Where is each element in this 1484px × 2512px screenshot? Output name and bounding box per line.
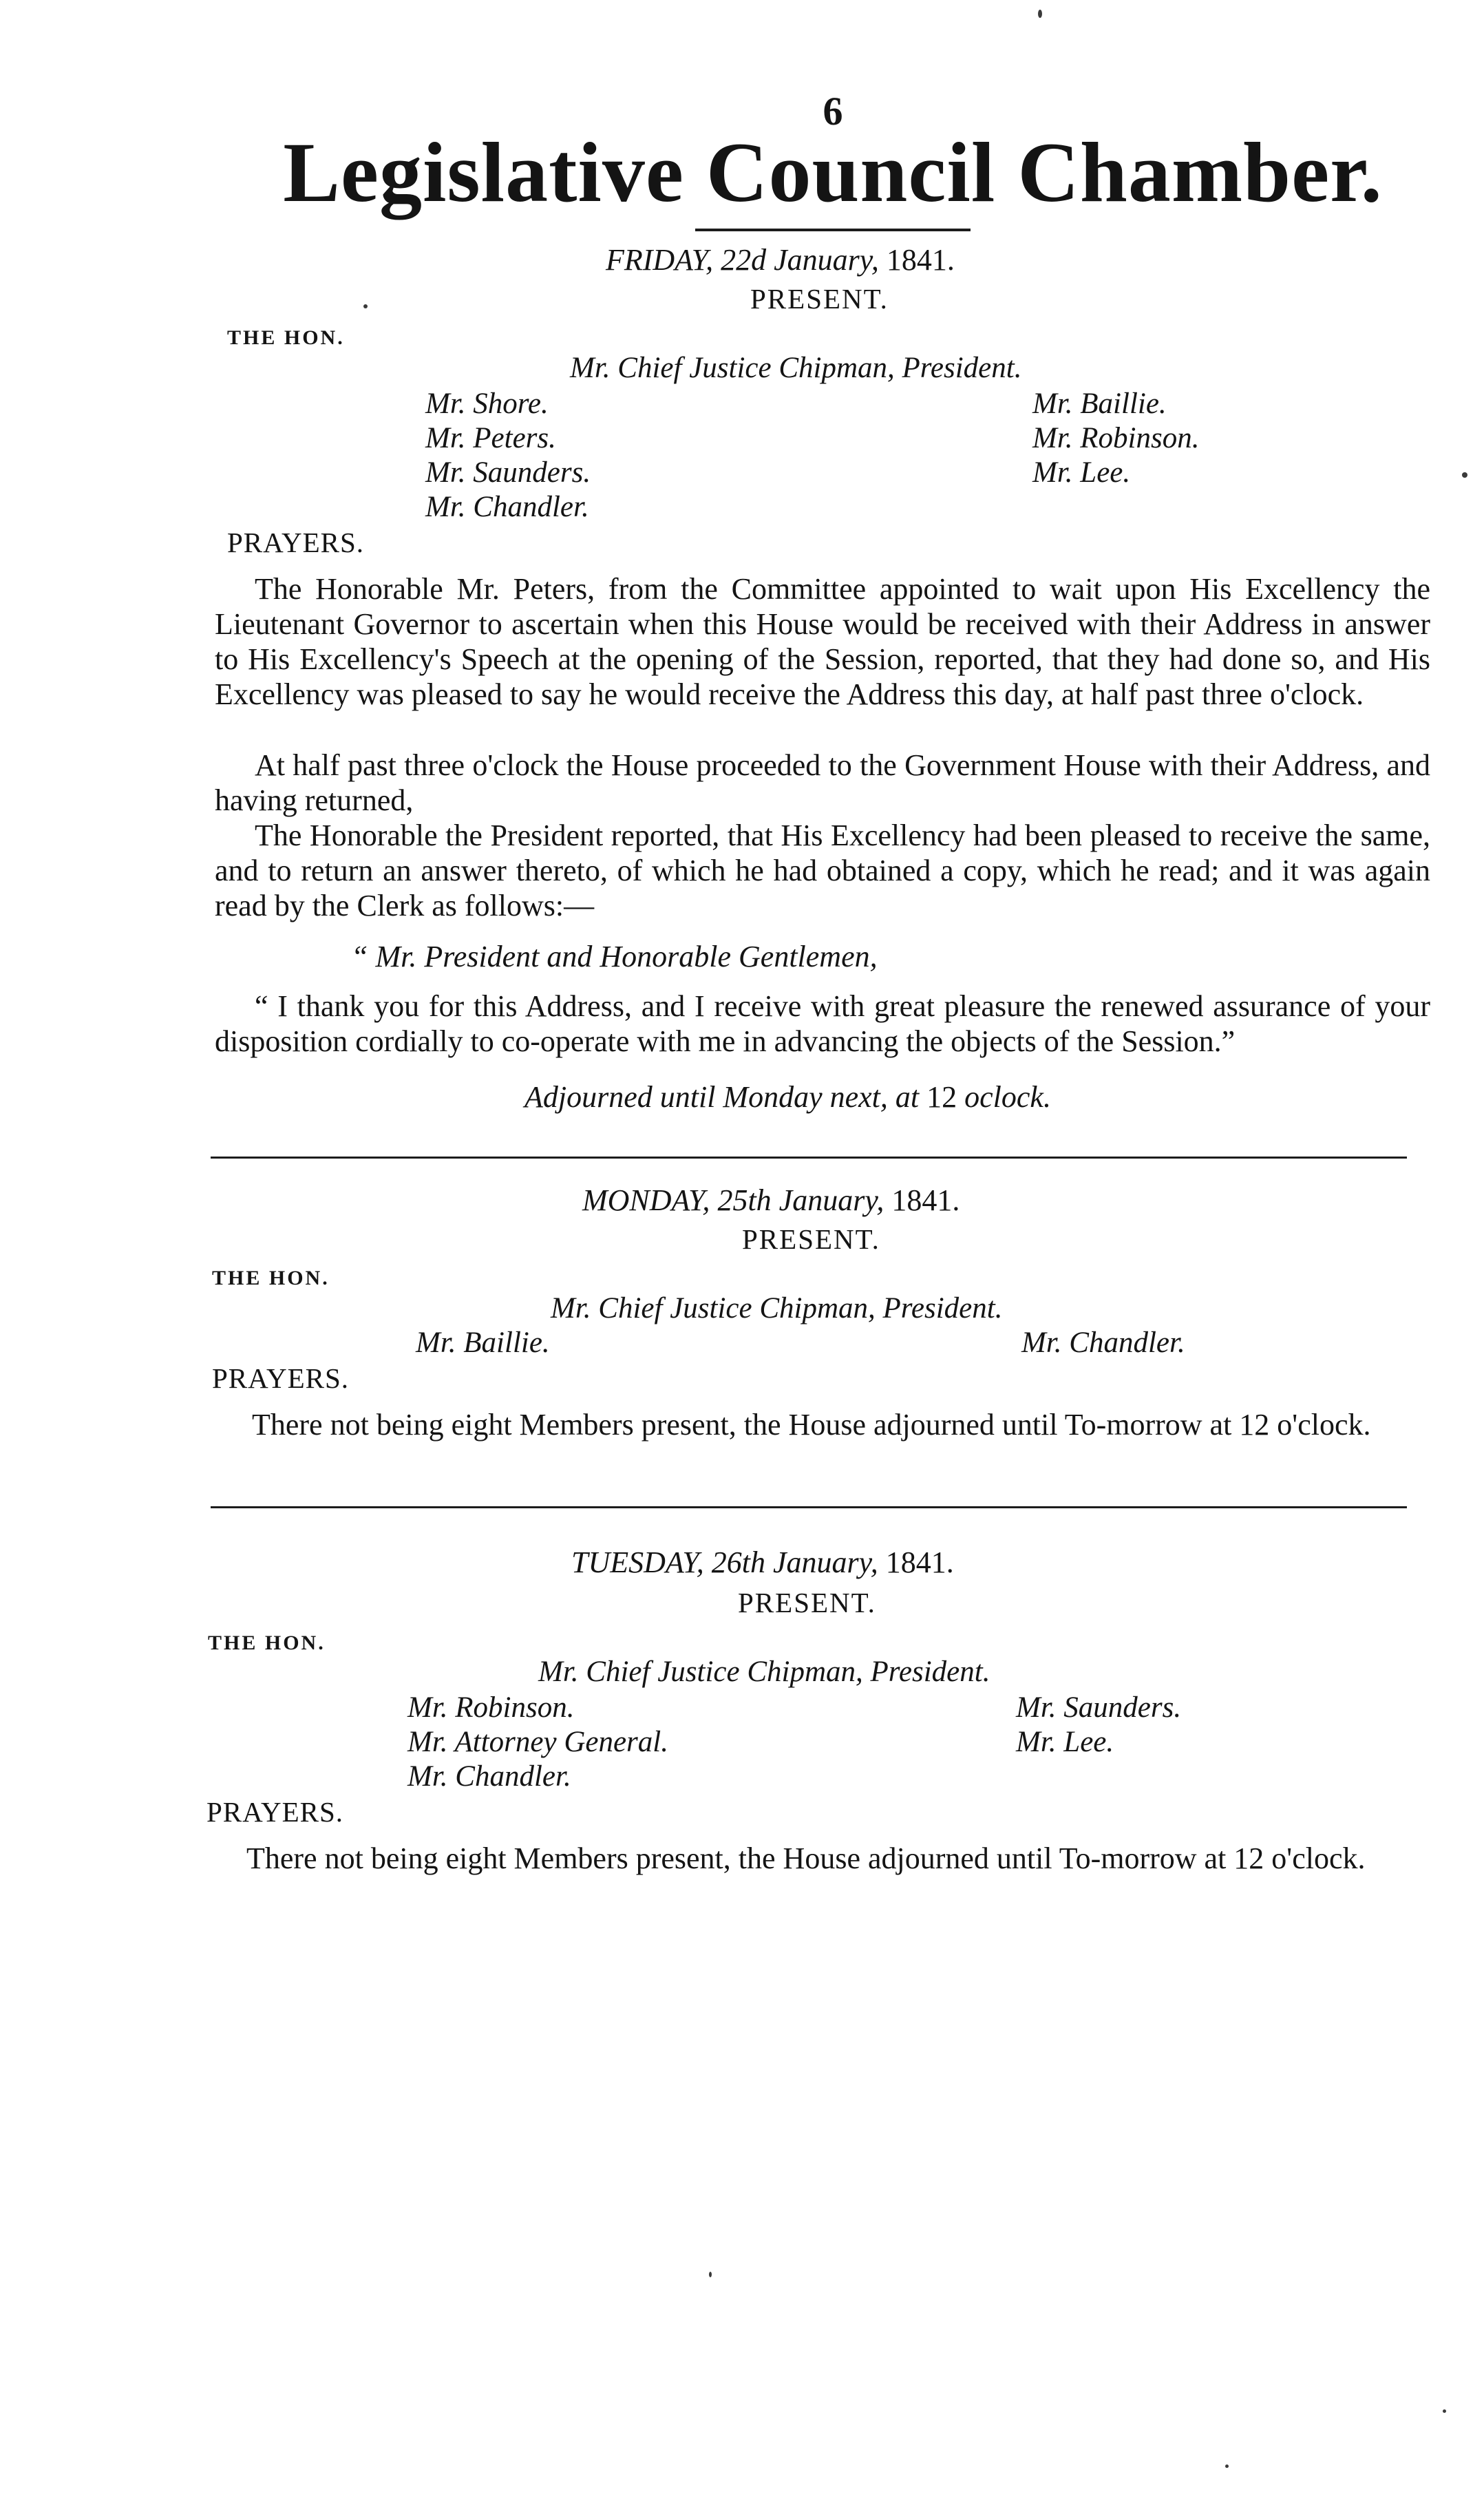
- tuesday-member-right: Mr. Saunders.: [1016, 1691, 1182, 1724]
- scan-speck: [1038, 10, 1042, 18]
- friday-adjourned-time: 12: [926, 1080, 957, 1114]
- friday-salutation: “ Mr. President and Honorable Gentlemen,: [351, 940, 878, 973]
- friday-adjourned-text: Adjourned until Monday next,: [524, 1080, 888, 1114]
- tuesday-member-right: Mr. Lee.: [1016, 1726, 1114, 1758]
- friday-paragraph-2: At half past three o'clock the House proceeded to the Government House with their Address, and having returned,: [215, 748, 1430, 817]
- monday-president: Mr. Chief Justice Chipman, President.: [551, 1292, 1003, 1324]
- title-rule: [695, 229, 971, 231]
- tuesday-day: TUESDAY,: [571, 1545, 704, 1579]
- friday-adjourned-end: oclock.: [964, 1080, 1051, 1114]
- friday-member-left: Mr. Shore.: [425, 388, 549, 420]
- section-divider: [211, 1157, 1407, 1159]
- scan-speck: [1462, 472, 1467, 478]
- friday-member-right: Mr. Baillie.: [1032, 388, 1167, 420]
- friday-day: FRIDAY,: [606, 243, 714, 277]
- tuesday-prayers: PRAYERS.: [206, 1796, 344, 1828]
- friday-paragraph-1: The Honorable Mr. Peters, from the Committee appointed to wait upon His Excellency the Lieutenant Governor to ascertain when this House would be received with their Address in answer to His Excellency's Speech at the opening of the Session, reported, that they had done so, and His Excellency was pleased to say he would receive the Address this day, at half past three o'clock.: [215, 572, 1430, 711]
- friday-member-right: Mr. Lee.: [1032, 456, 1131, 489]
- tuesday-date: 26th January,: [711, 1545, 878, 1579]
- friday-year: 1841.: [886, 243, 955, 277]
- scan-speck: [709, 2272, 712, 2277]
- friday-president: Mr. Chief Justice Chipman, President.: [570, 352, 1022, 384]
- friday-adjourned: [524, 1079, 1051, 1115]
- monday-date-line: [582, 1183, 960, 1218]
- tuesday-year: 1841.: [885, 1545, 954, 1579]
- scan-speck: [1443, 2409, 1446, 2413]
- friday-member-left: Mr. Peters.: [425, 422, 556, 454]
- monday-member-right: Mr. Chandler.: [1021, 1327, 1185, 1359]
- monday-paragraph: There not being eight Members present, the House adjourned until To-morrow at 12 o'clock.: [252, 1408, 1371, 1442]
- friday-present: PRESENT.: [750, 283, 889, 315]
- scan-speck: [363, 304, 368, 308]
- page-title: Legislative Council Chamber.: [283, 125, 1383, 220]
- section-divider: [211, 1506, 1407, 1508]
- tuesday-the-hon: THE HON.: [208, 1632, 326, 1654]
- tuesday-date-line: [571, 1545, 954, 1580]
- tuesday-paragraph: There not being eight Members present, the House adjourned until To-morrow at 12 o'clock.: [246, 1841, 1366, 1875]
- friday-member-right: Mr. Robinson.: [1032, 422, 1200, 454]
- monday-year: 1841.: [891, 1183, 960, 1217]
- monday-prayers: PRAYERS.: [212, 1362, 350, 1394]
- monday-date: 25th January,: [717, 1183, 884, 1217]
- friday-date-line: [606, 242, 955, 277]
- tuesday-president: Mr. Chief Justice Chipman, President.: [538, 1656, 990, 1688]
- tuesday-member-left: Mr. Attorney General.: [407, 1726, 668, 1758]
- friday-the-hon: THE HON.: [227, 326, 345, 349]
- tuesday-member-left: Mr. Robinson.: [407, 1691, 575, 1724]
- friday-member-left: Mr. Chandler.: [425, 491, 589, 523]
- tuesday-member-left: Mr. Chandler.: [407, 1760, 571, 1793]
- scan-speck: [1225, 2464, 1229, 2468]
- friday-paragraph-3: The Honorable the President reported, that His Excellency had been pleased to receive the same, and to return an answer thereto, of which he had obtained a copy, which he read; and it was again read by the Clerk as follows:—: [215, 819, 1430, 922]
- tuesday-present: PRESENT.: [738, 1587, 876, 1618]
- friday-quote: “ I thank you for this Address, and I receive with great pleasure the renewed assurance of your disposition cordially to co-operate with me in advancing the objects of the Session.”: [215, 989, 1430, 1058]
- friday-date: 22d January,: [721, 243, 879, 277]
- monday-present: PRESENT.: [742, 1223, 880, 1255]
- friday-adjourned-at: at: [895, 1080, 920, 1114]
- friday-member-left: Mr. Saunders.: [425, 456, 591, 489]
- friday-prayers: PRAYERS.: [227, 527, 365, 558]
- page-number: 6: [823, 89, 843, 134]
- monday-day: MONDAY,: [582, 1183, 710, 1217]
- monday-the-hon: THE HON.: [212, 1267, 330, 1289]
- monday-member-left: Mr. Baillie.: [416, 1327, 550, 1359]
